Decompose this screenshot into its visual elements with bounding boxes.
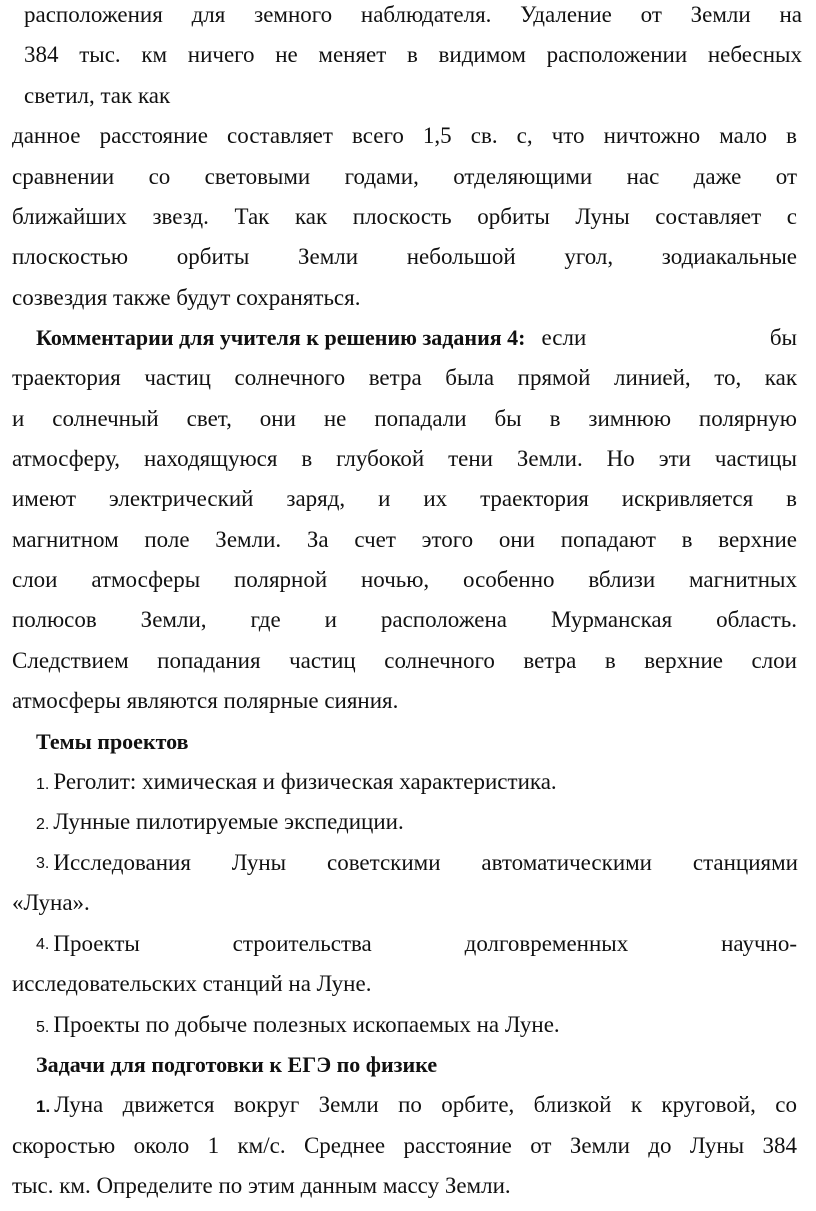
list-item <box>36 931 797 957</box>
list-number: 2. <box>36 816 50 833</box>
text-line: данное расстояние составляет всего 1,5 св. с, что ничтожно мало в <box>12 123 797 148</box>
list-item <box>36 809 404 835</box>
text-line: светил, так как <box>24 83 171 108</box>
list-number: 4. <box>36 936 50 953</box>
list-number: 3. <box>36 855 50 872</box>
text-line: расположения для земного наблюдателя. Удаление от Земли на <box>24 2 802 27</box>
task-item <box>36 1092 797 1118</box>
text-line: имеют электрический заряд, и их траектория искривляется в <box>12 486 797 511</box>
list-item-text: Исследования Луны советскими автоматическими станциями <box>53 850 798 875</box>
text-line: полюсов Земли, где и расположена Мурманская область. <box>12 607 797 632</box>
list-number: 5. <box>36 1019 50 1036</box>
comment-label: Комментарии для учителя к решению задания 4: <box>36 325 526 350</box>
list-item-continuation: «Луна». <box>12 890 90 915</box>
list-item <box>36 850 798 876</box>
list-item <box>36 769 557 795</box>
text-line: атмосферы являются полярные сияния. <box>12 688 399 713</box>
text-line: траектория частиц солнечного ветра была прямой линией, то, как <box>12 365 797 390</box>
list-item-text: Проекты строительства долговременных научно- <box>53 931 797 956</box>
text-line: тыс. км. Определите по этим данным массу Земли. <box>12 1173 511 1198</box>
task-number: 1. <box>36 1097 51 1116</box>
text-line: сравнении со световыми годами, отделяющими нас даже от <box>12 164 797 189</box>
projects-heading: Темы проектов <box>36 729 189 754</box>
text-line: атмосферу, находящуюся в глубокой тени Земли. Но эти частицы <box>12 446 797 471</box>
text-line: Следствием попадания частиц солнечного ветра в верхние слои <box>12 648 797 673</box>
list-item <box>36 1012 560 1038</box>
tasks-heading: Задачи для подготовки к ЕГЭ по физике <box>36 1052 438 1077</box>
comment-first-tail: если бы <box>541 325 797 350</box>
text-line: магнитном поле Земли. За счет этого они попадают в верхние <box>12 527 797 552</box>
list-item-text: Лунные пилотируемые экспедиции. <box>53 809 404 834</box>
list-item-text: Реголит: химическая и физическая характеристика. <box>53 769 557 794</box>
comment-first-line <box>36 325 797 351</box>
text-line: созвездия также будут сохраняться. <box>12 285 361 310</box>
list-number: 1. <box>36 776 50 793</box>
text-line: ближайших звезд. Так как плоскость орбиты Луны составляет с <box>12 204 797 229</box>
list-item-text: Проекты по добыче полезных ископаемых на Луне. <box>53 1012 560 1037</box>
text-line: плоскостью орбиты Земли небольшой угол, зодиакальные <box>12 244 797 269</box>
text-line: слои атмосферы полярной ночью, особенно вблизи магнитных <box>12 567 797 592</box>
task-text: Луна движется вокруг Земли по орбите, близкой к круговой, со <box>54 1092 797 1117</box>
list-item-continuation: исследовательских станций на Луне. <box>12 971 372 996</box>
text-line: 384 тыс. км ничего не меняет в видимом расположении небесных <box>24 42 802 67</box>
text-line: скоростью около 1 км/с. Среднее расстояние от Земли до Луны 384 <box>12 1133 797 1158</box>
text-line: и солнечный свет, они не попадали бы в зимнюю полярную <box>12 406 797 431</box>
